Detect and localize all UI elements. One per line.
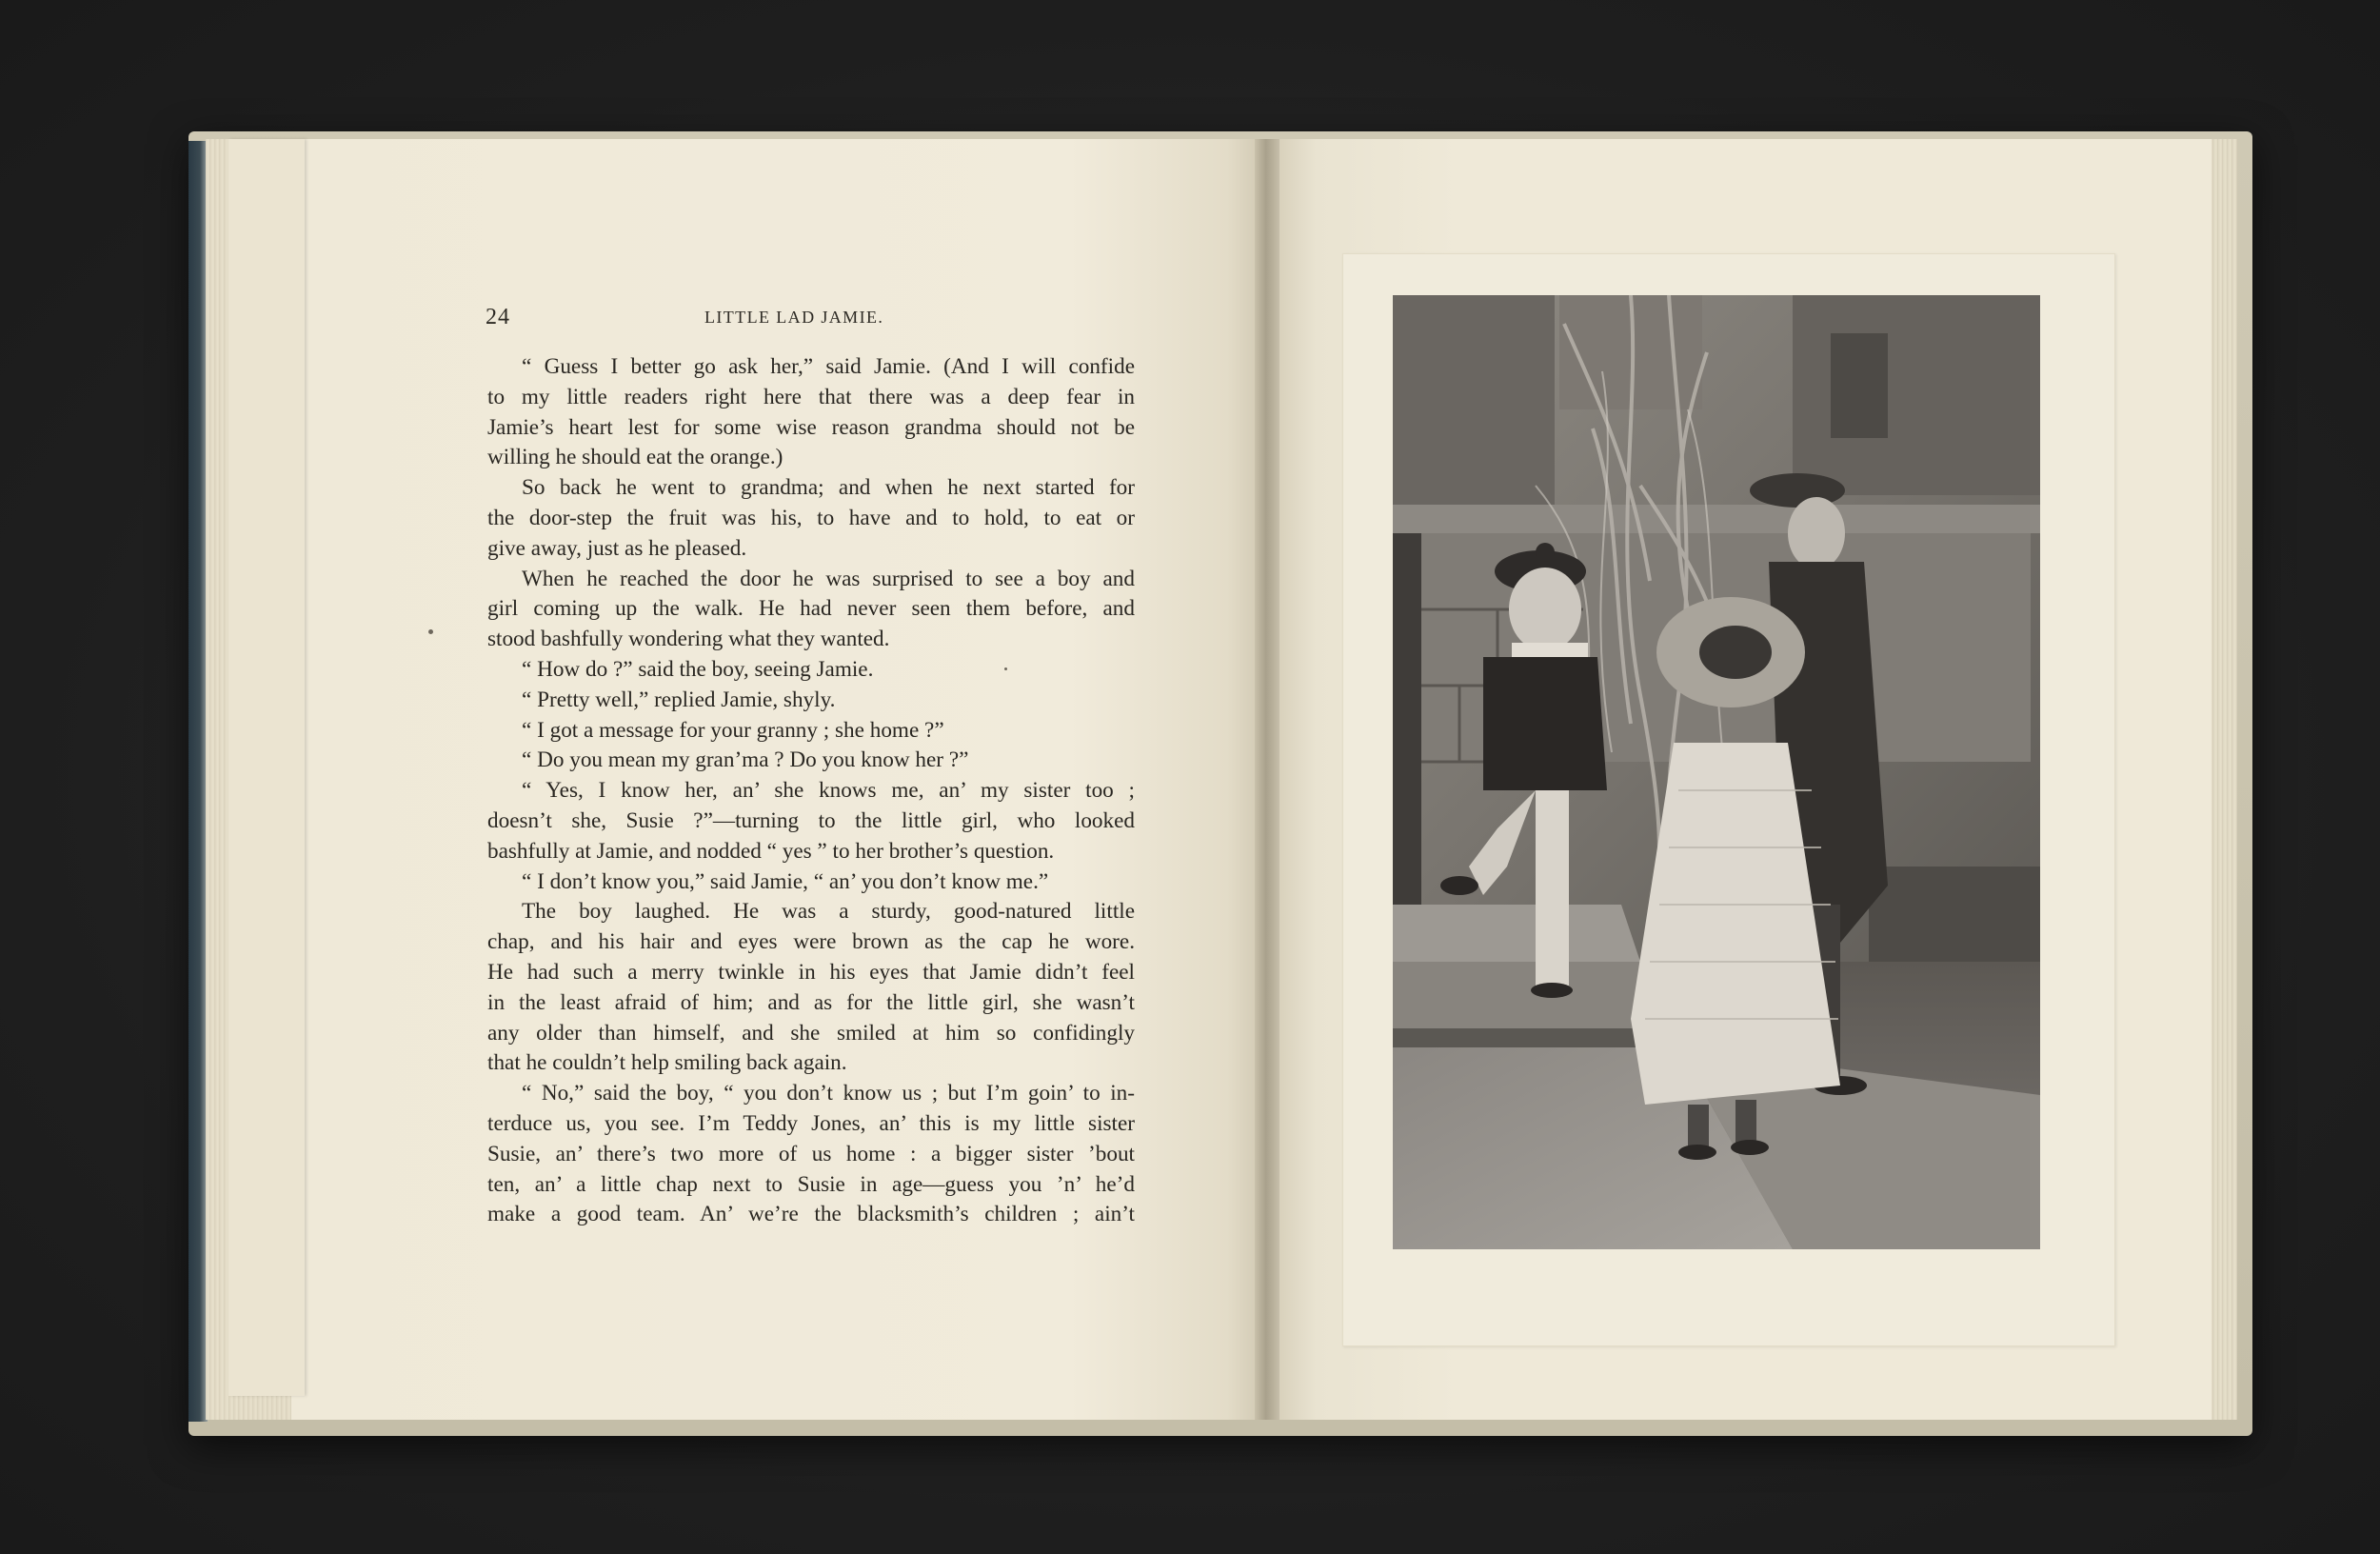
- page-number: 24: [486, 305, 510, 329]
- ink-speck: [1004, 667, 1007, 670]
- book-spine-edge: [188, 141, 208, 1422]
- text-line: So back he went to grandma; and when he next started for: [522, 475, 1135, 501]
- text-line: make a good team. An’ we’re the blacksmith’s children ; ain’t: [487, 1202, 1135, 1227]
- text-line: ten, an’ a little chap next to Susie in age—guess you ’n’ he’d: [487, 1171, 1135, 1197]
- ink-speck: [428, 629, 433, 634]
- text-line: that he couldn’t help smiling back again.: [487, 1050, 847, 1076]
- text-line: in the least afraid of him; and as for the little girl, she wasn’t: [487, 989, 1135, 1015]
- text-line: any older than himself, and she smiled at him so confidingly: [487, 1020, 1135, 1046]
- text-line: “ No,” said the boy, “ you don’t know us ; but I’m goin’ to in-: [522, 1081, 1135, 1106]
- tipped-sheet: [228, 139, 305, 1396]
- book-gutter: [1255, 139, 1279, 1420]
- text-line: to my little readers right here that there was a deep fear in: [487, 384, 1135, 409]
- running-title: LITTLE LAD JAMIE.: [704, 308, 884, 327]
- text-line: Susie, an’ there’s two more of us home : a bigger sister ’bout: [487, 1141, 1135, 1166]
- text-line: “ Pretty well,” replied Jamie, shyly.: [522, 687, 836, 712]
- text-line: bashfully at Jamie, and nodded “ yes ” to her brother’s question.: [487, 838, 1055, 864]
- text-line: “ I got a message for your granny ; she home ?”: [522, 717, 944, 743]
- photo-plate: [1393, 295, 2040, 1249]
- text-line: girl coming up the walk. He had never seen them before, and: [487, 596, 1135, 622]
- text-line: “ Yes, I know her, an’ she knows me, an’ my sister too ;: [522, 778, 1135, 804]
- text-line: the door-step the fruit was his, to have and to hold, to eat or: [487, 505, 1135, 530]
- text-line: give away, just as he pleased.: [487, 535, 747, 561]
- text-line: “ Guess I better go ask her,” said Jamie. (And I will confide: [522, 354, 1135, 379]
- text-line: “ Do you mean my gran’ma ? Do you know her ?”: [522, 747, 969, 773]
- running-head: [486, 305, 1133, 339]
- text-line: He had such a merry twinkle in his eyes that Jamie didn’t feel: [487, 959, 1135, 985]
- text-line: stood bashfully wondering what they wanted.: [487, 627, 890, 652]
- text-line: When he reached the door he was surprised to see a boy and: [522, 566, 1135, 591]
- text-line: terduce us, you see. I’m Teddy Jones, an’ this is my little sister: [487, 1110, 1135, 1136]
- text-line: willing he should eat the orange.): [487, 445, 783, 470]
- photograph-children-on-doorstep: [1393, 295, 2040, 1249]
- text-line: Jamie’s heart lest for some wise reason grandma should not be: [487, 414, 1135, 440]
- text-line: “ I don’t know you,” said Jamie, “ an’ you don’t know me.”: [522, 868, 1049, 894]
- text-line: “ How do ?” said the boy, seeing Jamie.: [522, 656, 874, 682]
- text-line: doesn’t she, Susie ?”—turning to the little girl, who looked: [487, 807, 1135, 833]
- body-text: [487, 352, 1135, 1230]
- text-line: chap, and his hair and eyes were brown as the cap he wore.: [487, 929, 1135, 955]
- text-line: The boy laughed. He was a sturdy, good-natured little: [522, 899, 1135, 925]
